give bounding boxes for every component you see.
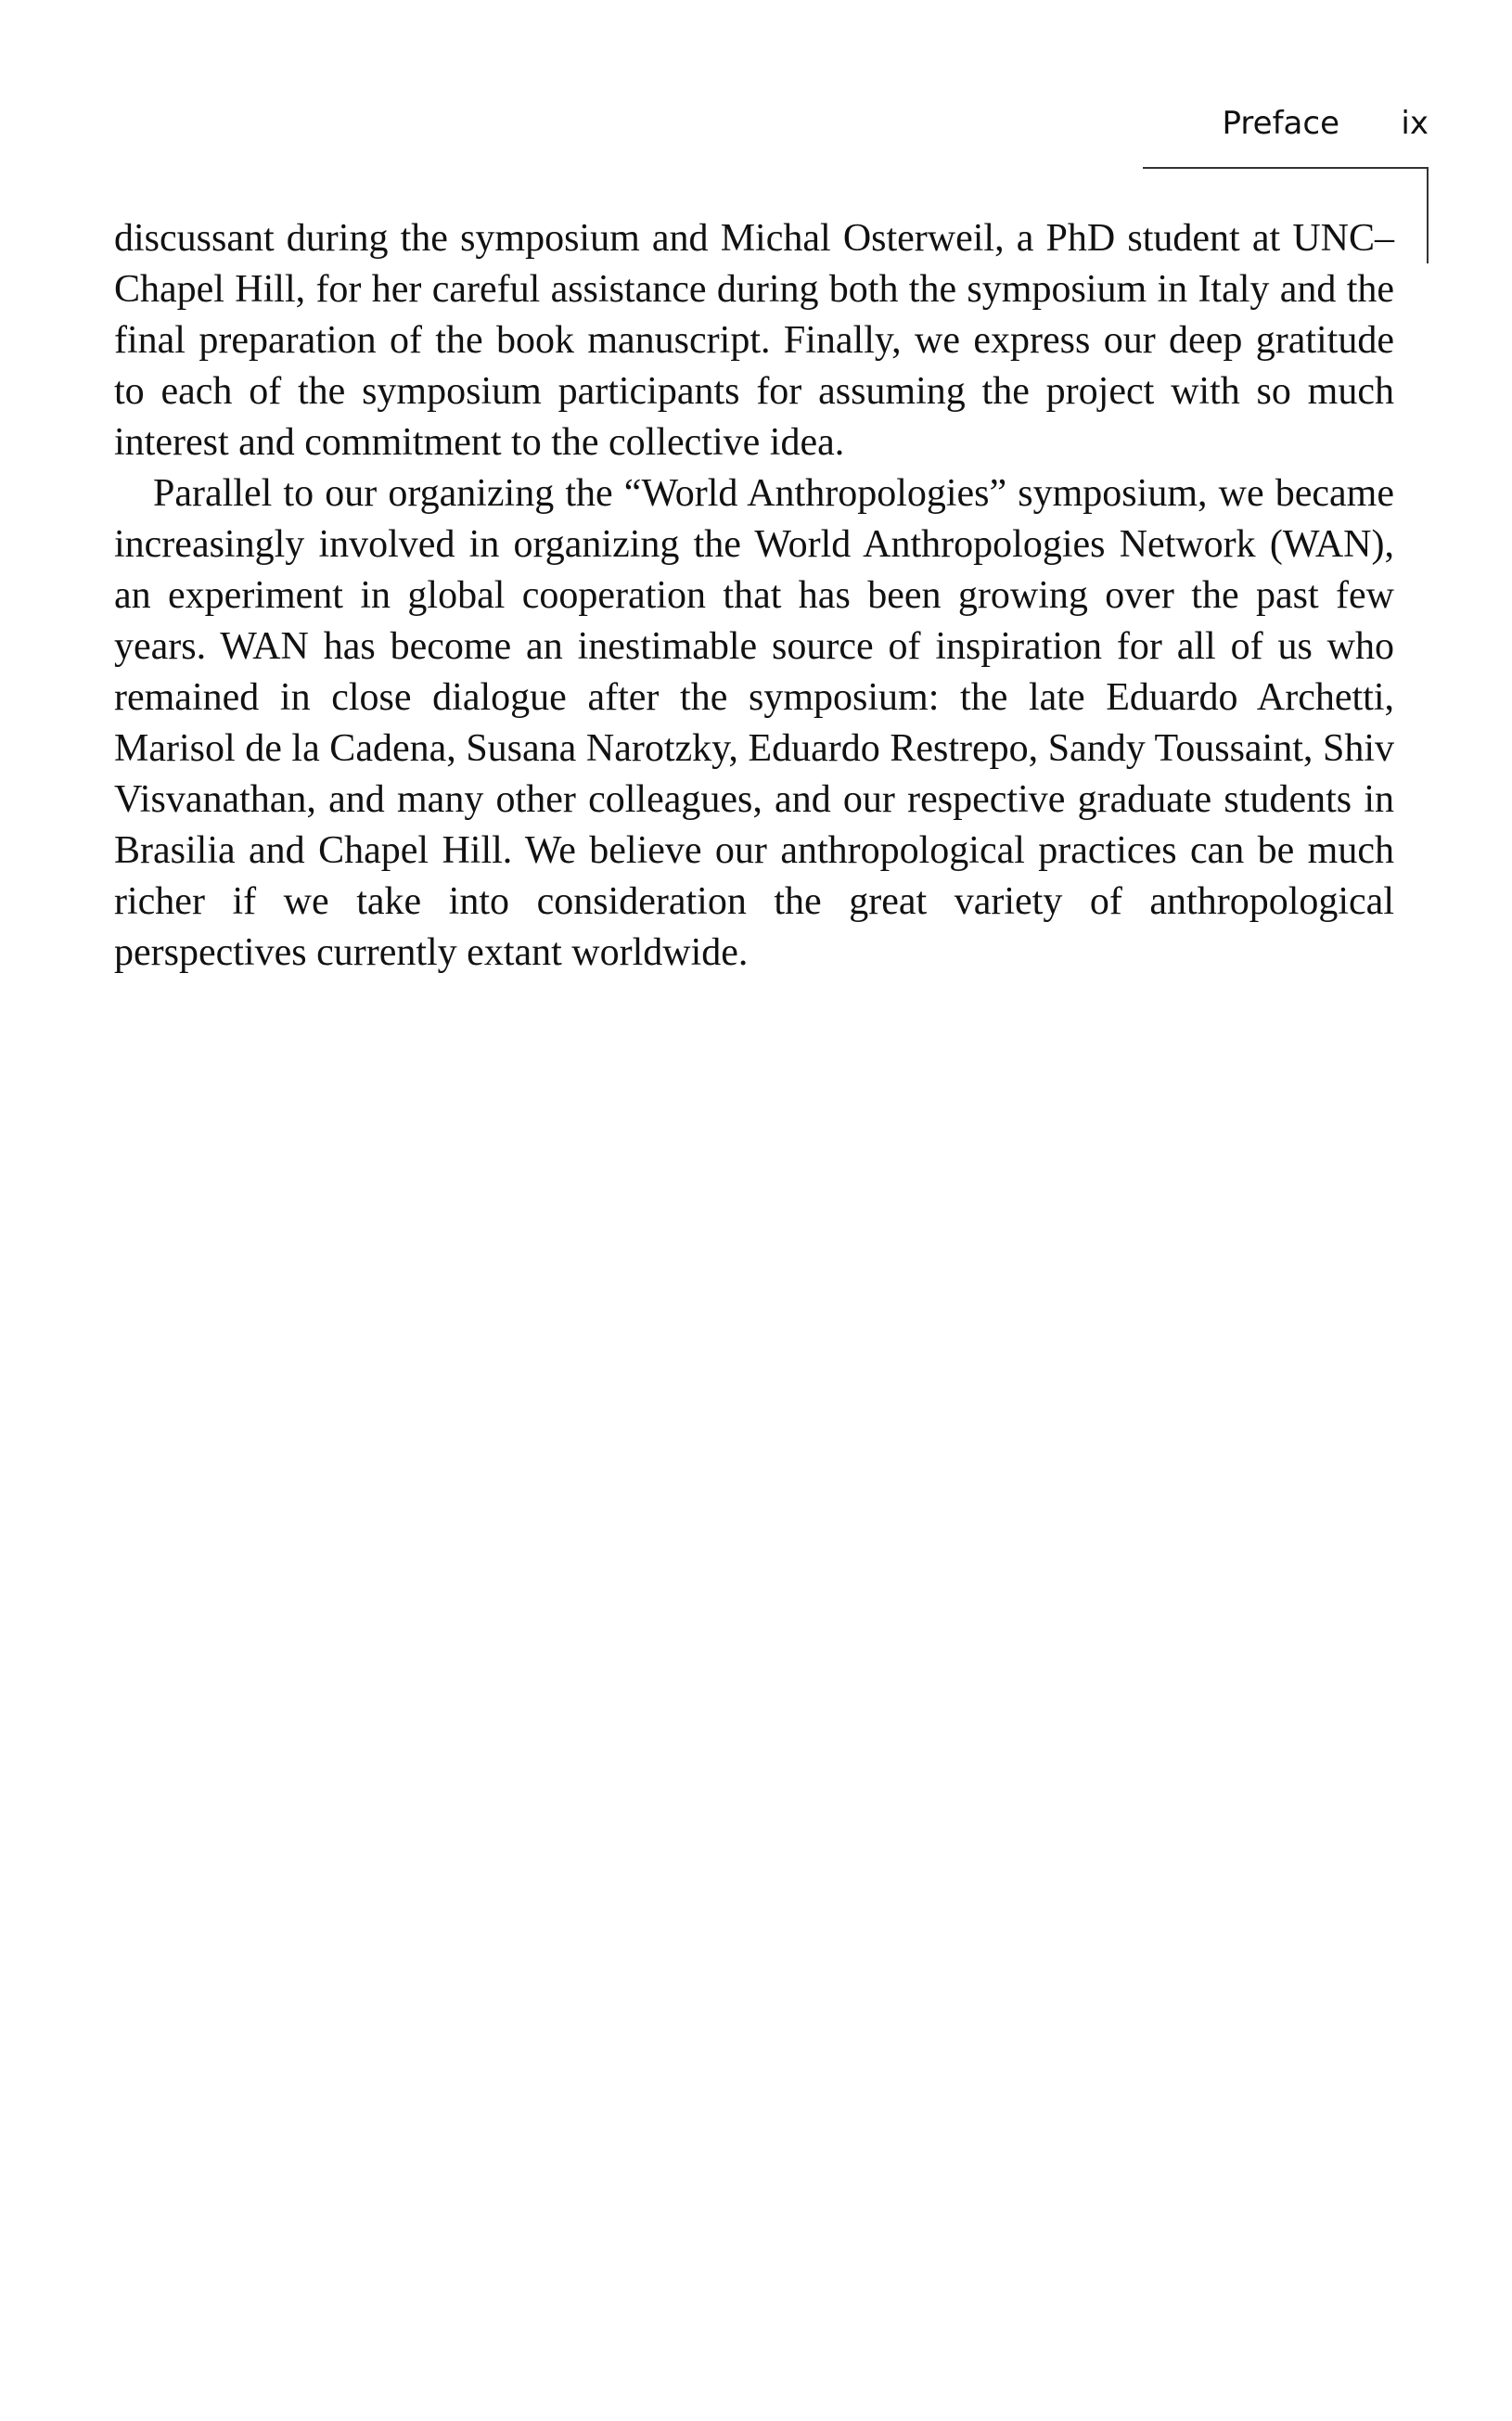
- corner-rule-vertical: [1427, 167, 1429, 263]
- corner-rule-horizontal: [1143, 167, 1429, 169]
- paragraph-continued: discussant during the symposium and Michal Osterweil, a PhD student at UNC–Chapel Hill, for her careful assistance during both the symposium in Italy and the final preparation of the book manuscript. Finally, we express our deep gratitude to each of the symposium participants for assuming the project with so much interest and commitment to the collective idea.: [114, 217, 1394, 464]
- page-number: ix: [1401, 105, 1429, 142]
- paragraph: Parallel to our organizing the “World Anthropologies” symposium, we became increasingly involved in organizing the World Anthropologies Network (WAN), an experiment in global cooperation that has been growing over the past few years. WAN has become an inestimable source of inspiration for all of us who remained in close dialogue after the symposium: the late Eduardo Archetti, Marisol de la Cadena, Susana Narotzky, Eduardo Restrepo, Sandy Toussaint, Shiv Visvanathan, and many other colleagues, and our respective graduate students in Brasilia and Chapel Hill. We believe our anthropological practices can be much richer if we take into consideration the great variety of anthropological perspectives currently extant worldwide.: [114, 472, 1394, 974]
- body-text: [114, 213, 1394, 979]
- running-head: [0, 100, 1512, 147]
- running-head-title: Preface: [1222, 105, 1339, 142]
